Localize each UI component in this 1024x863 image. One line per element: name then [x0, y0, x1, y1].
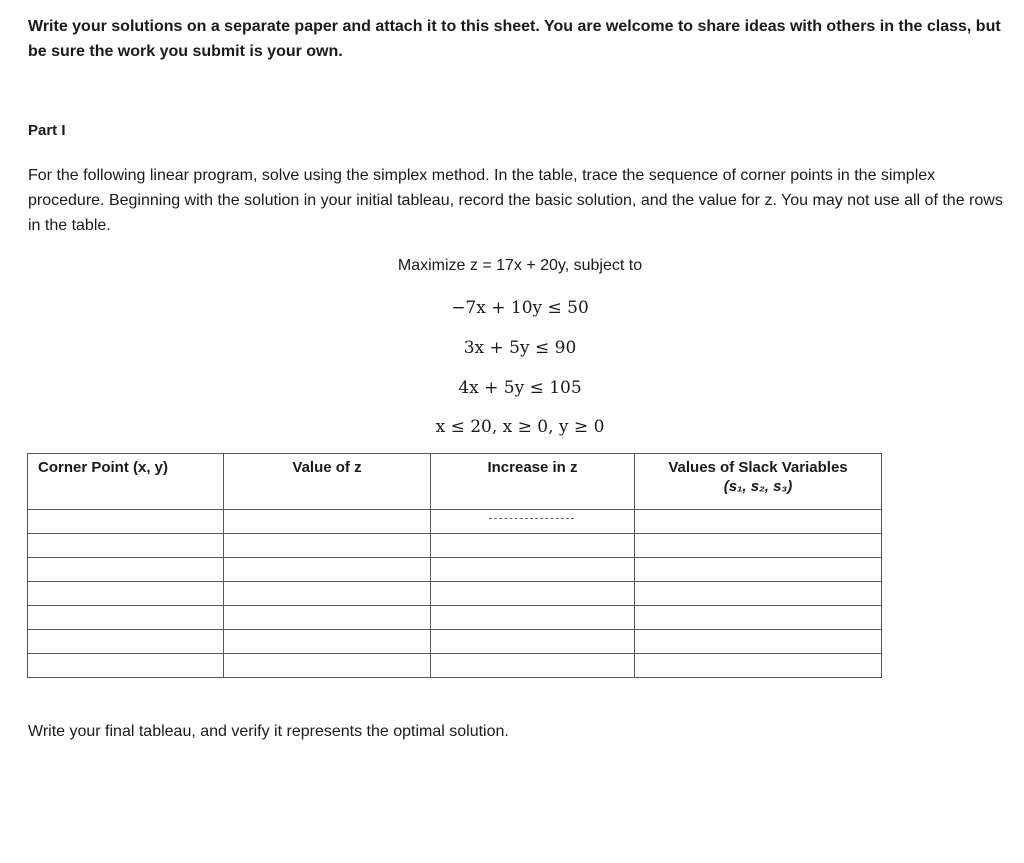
corner-point-cell[interactable]: [28, 558, 224, 582]
table-row: [28, 582, 882, 606]
value-z-cell[interactable]: [224, 654, 431, 678]
final-instruction: Write your final tableau, and verify it represents the optimal solution.: [28, 723, 509, 740]
objective-function: Maximize z = 17x + 20y, subject to: [397, 257, 643, 274]
table-row: [28, 630, 882, 654]
corner-point-cell[interactable]: [28, 606, 224, 630]
corner-point-cell[interactable]: [28, 582, 224, 606]
instructions-text: Write your solutions on a separate paper and attach it to this sheet. You are welcome to share ideas with others in the class, but be sure the work you submit is your own.: [28, 18, 1001, 60]
increase-z-cell[interactable]: [431, 606, 635, 630]
constraint-3: 4x + 5y ≤ 105: [458, 378, 582, 398]
table-row: [28, 510, 882, 534]
intro-paragraph: For the following linear program, solve using the simplex method. In the table, trace the sequence of corner points in the simplex procedure. Beginning with the solution in your initial tableau, record the basic solution, and the value for z. You may not use all of the rows in the table.: [28, 167, 1003, 234]
slack-cell[interactable]: [635, 558, 882, 582]
increase-z-cell[interactable]: [431, 582, 635, 606]
table-row: [28, 606, 882, 630]
increase-z-cell[interactable]: [431, 630, 635, 654]
header-corner-point: Corner Point (x, y): [28, 454, 224, 510]
header-value-z: Value of z: [224, 454, 431, 510]
header-slack: [635, 454, 882, 510]
slack-cell[interactable]: [635, 630, 882, 654]
value-z-cell[interactable]: [224, 534, 431, 558]
table-row: [28, 558, 882, 582]
constraint-4: x ≤ 20, x ≥ 0, y ≥ 0: [435, 417, 605, 437]
table-row: [28, 654, 882, 678]
corner-point-cell[interactable]: [28, 630, 224, 654]
slack-cell[interactable]: [635, 654, 882, 678]
slack-cell[interactable]: [635, 582, 882, 606]
increase-z-cell[interactable]: [431, 534, 635, 558]
value-z-cell[interactable]: [224, 582, 431, 606]
value-z-cell[interactable]: [224, 630, 431, 654]
header-slack-vars: (s₁, s₂, s₃): [723, 478, 793, 495]
corner-point-cell[interactable]: [28, 510, 224, 534]
value-z-cell[interactable]: [224, 510, 431, 534]
corner-point-cell[interactable]: [28, 534, 224, 558]
header-increase-z: Increase in z: [431, 454, 635, 510]
increase-z-cell[interactable]: [431, 558, 635, 582]
constraint-1: −7x + 10y ≤ 50: [451, 298, 589, 318]
increase-z-cell[interactable]: [431, 654, 635, 678]
increase-z-cell[interactable]: [431, 510, 635, 534]
value-z-cell[interactable]: [224, 606, 431, 630]
slack-cell[interactable]: [635, 606, 882, 630]
table-row: [28, 534, 882, 558]
part-heading: Part I: [28, 122, 66, 139]
dashed-placeholder: [489, 518, 574, 519]
value-z-cell[interactable]: [224, 558, 431, 582]
slack-cell[interactable]: [635, 510, 882, 534]
corner-point-cell[interactable]: [28, 654, 224, 678]
slack-cell[interactable]: [635, 534, 882, 558]
constraint-2: 3x + 5y ≤ 90: [463, 338, 577, 358]
header-slack-label: Values of Slack Variables: [668, 459, 848, 476]
table-header-row: [28, 454, 882, 510]
corner-point-table: [27, 453, 882, 678]
